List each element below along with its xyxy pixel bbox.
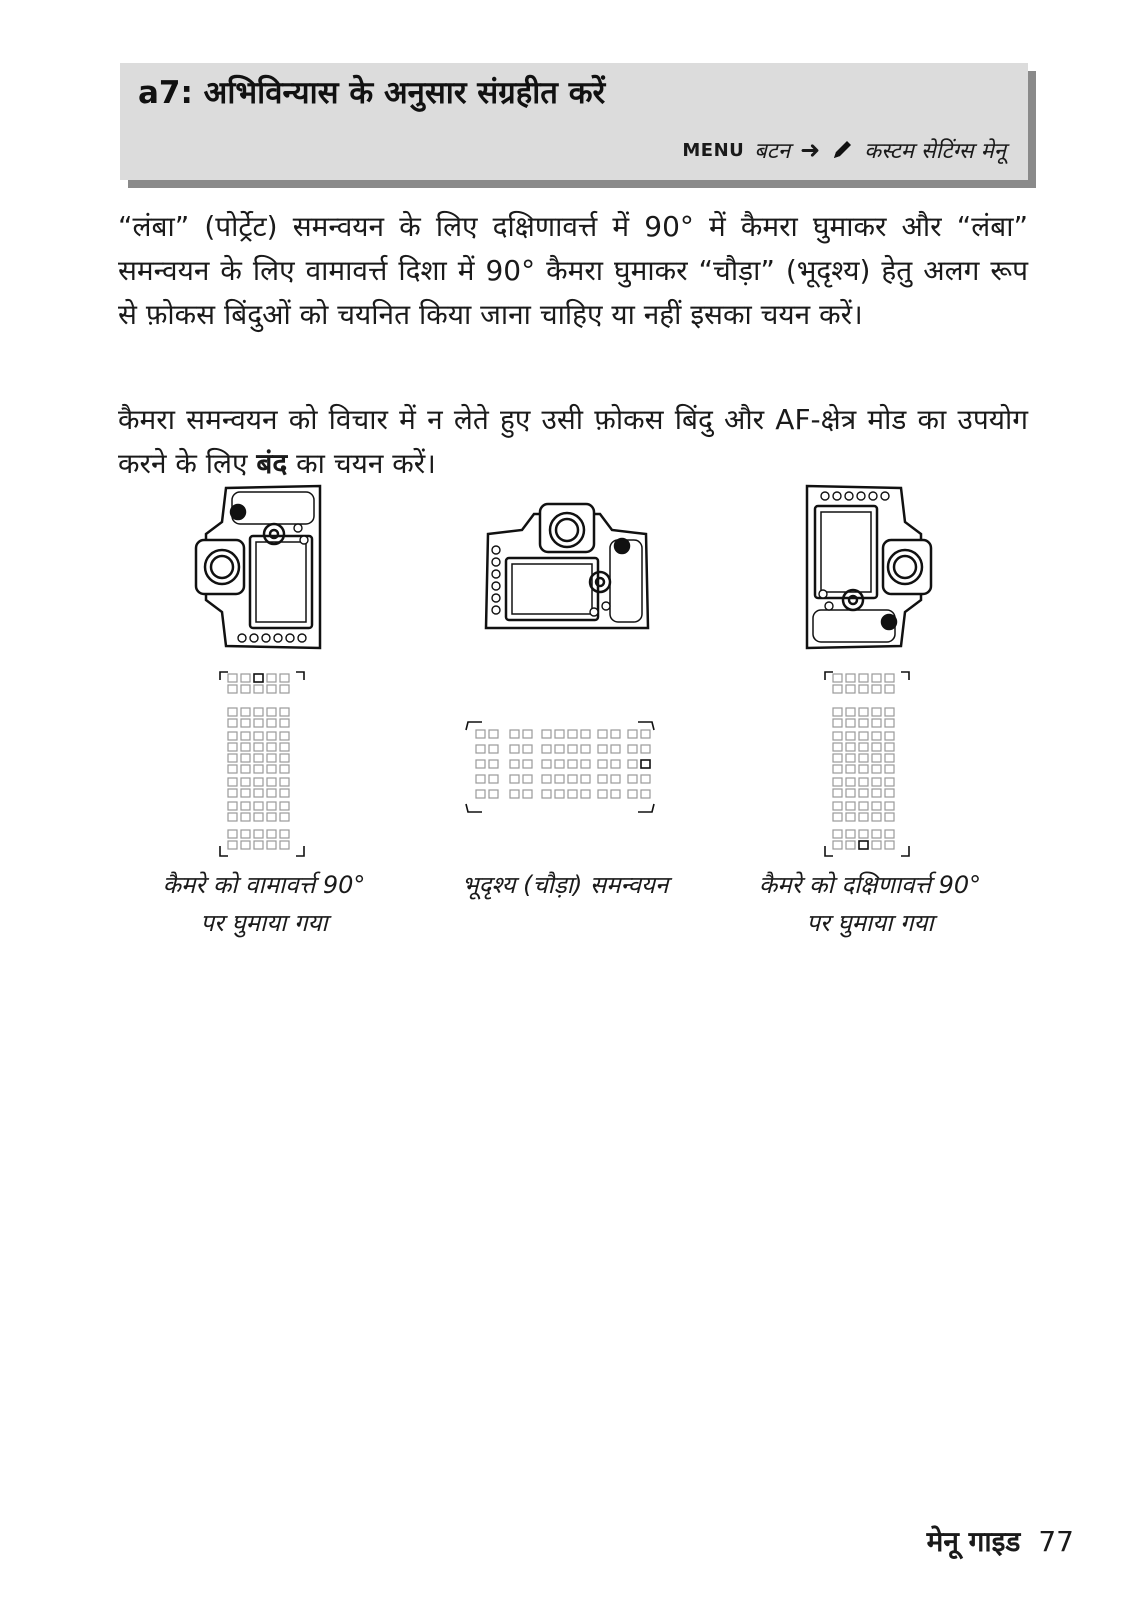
focus-point — [568, 745, 577, 753]
focus-point — [859, 708, 868, 716]
focus-point — [489, 760, 498, 768]
focus-point — [885, 841, 894, 849]
focus-point — [267, 674, 276, 682]
frame-bracket — [901, 846, 909, 856]
focus-point — [489, 745, 498, 753]
frame-bracket — [296, 846, 304, 856]
focus-point — [241, 685, 250, 693]
focus-point — [476, 760, 485, 768]
focus-point — [510, 730, 519, 738]
focus-point — [280, 708, 289, 716]
focus-point — [872, 732, 881, 740]
focus-point — [228, 732, 237, 740]
camera-rotated-left-illustration — [192, 482, 327, 652]
focus-point — [228, 789, 237, 797]
focus-point — [846, 830, 855, 838]
paragraph-2-post: का चयन करें। — [287, 447, 436, 480]
focus-point — [228, 802, 237, 810]
focus-point — [241, 841, 250, 849]
focus-point — [833, 813, 842, 821]
focus-point — [241, 708, 250, 716]
focus-point — [241, 732, 250, 740]
focus-point — [611, 775, 620, 783]
frame-bracket — [901, 672, 909, 680]
focus-point — [542, 790, 551, 798]
arrow-icon: ➜ — [800, 136, 821, 164]
focus-point — [598, 790, 607, 798]
focus-point — [267, 743, 276, 751]
focus-point — [228, 674, 237, 682]
focus-point — [872, 789, 881, 797]
focus-point — [833, 708, 842, 716]
focus-point — [476, 730, 485, 738]
focus-point — [510, 760, 519, 768]
focus-point — [859, 743, 868, 751]
focus-point — [846, 719, 855, 727]
focus-point — [280, 743, 289, 751]
focus-point — [628, 760, 637, 768]
focus-point — [598, 730, 607, 738]
focus-point — [228, 765, 237, 773]
focus-point — [885, 719, 894, 727]
focus-point — [280, 841, 289, 849]
focus-point — [846, 685, 855, 693]
focus-point — [228, 841, 237, 849]
caption-center-line1: भूदृश्य (चौड़ा) समन्वयन — [461, 871, 669, 899]
focus-point — [885, 765, 894, 773]
focus-point — [254, 802, 263, 810]
focus-point — [542, 745, 551, 753]
paragraph-1: “लंबा” (पोर्ट्रेट) समन्वयन के लिए दक्षिणावर्त्त में 90° में कैमरा घुमाकर और “लंबा” समन्वयन के लिए वामावर्त्त दिशा में 90° कैमरा घुमाकर “चौड़ा” (भूदृश्य) हेतु अलग रूप से फ़ोकस बिंदुओं को चयनित किया जाना चाहिए या नहीं इसका चयन करें। — [118, 210, 1028, 331]
paragraph-2-pre: कैमरा समन्वयन को विचार में न लेते हुए उसी फ़ोकस बिंदु और AF-क्षेत्र मोड का उपयोग करने के लिए — [118, 403, 1028, 480]
focus-point — [254, 841, 263, 849]
menu-name: कस्टम सेटिंग्स मेनू — [864, 139, 1006, 164]
focus-point — [885, 708, 894, 716]
focus-point — [542, 730, 551, 738]
focus-point — [872, 830, 881, 838]
focus-point — [611, 745, 620, 753]
focus-point — [542, 775, 551, 783]
focus-point — [872, 754, 881, 762]
caption-right — [722, 866, 1018, 942]
focus-point — [523, 760, 532, 768]
focus-point — [254, 754, 263, 762]
frame-bracket — [220, 672, 228, 680]
focus-point — [568, 775, 577, 783]
focus-point — [872, 813, 881, 821]
focus-point — [859, 802, 868, 810]
focus-point — [542, 760, 551, 768]
paragraph-2 — [118, 398, 1028, 486]
focus-point — [885, 685, 894, 693]
focus-point — [489, 730, 498, 738]
focus-point — [568, 760, 577, 768]
focus-point — [241, 802, 250, 810]
focus-point — [241, 789, 250, 797]
focus-point — [581, 775, 590, 783]
page-title: a7: अभिविन्यास के अनुसार संग्रहीत करें — [138, 75, 606, 111]
caption-left-line1: कैमरे को वामावर्त्त 90° — [162, 871, 366, 899]
selected-focus-point — [859, 841, 868, 849]
focus-point — [267, 732, 276, 740]
focus-point — [872, 719, 881, 727]
focus-point — [859, 754, 868, 762]
focus-point — [872, 743, 881, 751]
focus-point — [859, 732, 868, 740]
focus-point — [241, 765, 250, 773]
focus-point — [641, 775, 650, 783]
focus-point — [833, 719, 842, 727]
focus-point — [254, 778, 263, 786]
frame-bracket — [825, 846, 833, 856]
focus-point — [885, 732, 894, 740]
focus-point — [241, 719, 250, 727]
focus-point — [872, 685, 881, 693]
focus-point — [581, 730, 590, 738]
caption-right-line1: कैमरे को दक्षिणावर्त्त 90° — [758, 871, 982, 899]
focus-point — [254, 789, 263, 797]
focus-point — [241, 778, 250, 786]
focus-point — [228, 754, 237, 762]
focus-point — [641, 730, 650, 738]
focus-point — [280, 685, 289, 693]
caption-right-line2: पर घुमाया गया — [806, 909, 934, 937]
focus-point — [555, 775, 564, 783]
focus-point — [859, 789, 868, 797]
focus-point — [628, 775, 637, 783]
focus-point — [885, 830, 894, 838]
frame-bracket — [638, 722, 654, 730]
focus-point — [859, 674, 868, 682]
focus-point — [267, 830, 276, 838]
frame-bracket — [466, 722, 482, 730]
focus-point — [228, 830, 237, 838]
caption-left — [124, 866, 404, 942]
focus-point — [859, 813, 868, 821]
focus-point — [581, 745, 590, 753]
focus-point — [510, 775, 519, 783]
focus-point — [267, 789, 276, 797]
focus-point — [523, 730, 532, 738]
focus-point — [489, 775, 498, 783]
focus-point — [641, 790, 650, 798]
focus-point — [568, 790, 577, 798]
focus-point — [254, 743, 263, 751]
focus-point — [267, 754, 276, 762]
focus-point — [872, 674, 881, 682]
focus-point — [523, 775, 532, 783]
focus-point — [846, 813, 855, 821]
focus-point — [846, 674, 855, 682]
focus-point — [280, 754, 289, 762]
focus-point — [846, 778, 855, 786]
focus-point — [846, 789, 855, 797]
focus-point — [611, 790, 620, 798]
focus-point — [885, 674, 894, 682]
focus-point — [267, 685, 276, 693]
focus-point — [885, 802, 894, 810]
focus-point — [872, 841, 881, 849]
focus-point — [280, 830, 289, 838]
focus-point — [267, 708, 276, 716]
frame-bracket — [825, 672, 833, 680]
focus-point — [846, 802, 855, 810]
focus-point — [885, 778, 894, 786]
focus-point — [859, 719, 868, 727]
caption-left-line2: पर घुमाया गया — [200, 909, 328, 937]
focus-point — [611, 760, 620, 768]
focus-grid-landscape — [462, 718, 658, 818]
focus-point — [280, 778, 289, 786]
focus-point — [581, 790, 590, 798]
frame-bracket — [466, 804, 482, 812]
focus-point — [833, 754, 842, 762]
caption-center — [420, 866, 710, 904]
frame-bracket — [296, 672, 304, 680]
focus-point — [280, 719, 289, 727]
focus-point — [885, 743, 894, 751]
focus-point — [228, 708, 237, 716]
focus-point — [598, 775, 607, 783]
focus-point — [241, 830, 250, 838]
focus-point — [476, 775, 485, 783]
menu-key-label: MENU — [682, 139, 745, 161]
focus-point — [628, 745, 637, 753]
focus-point — [555, 730, 564, 738]
page-number: 77 — [1038, 1525, 1074, 1558]
focus-point — [555, 790, 564, 798]
focus-point — [846, 708, 855, 716]
focus-grid-portrait-right — [817, 668, 917, 864]
focus-point — [254, 765, 263, 773]
focus-point — [872, 708, 881, 716]
focus-point — [859, 685, 868, 693]
frame-bracket — [638, 804, 654, 812]
focus-point — [489, 790, 498, 798]
focus-point — [280, 789, 289, 797]
focus-point — [254, 708, 263, 716]
focus-point — [254, 732, 263, 740]
focus-point — [833, 685, 842, 693]
focus-point — [523, 790, 532, 798]
focus-point — [859, 830, 868, 838]
focus-point — [476, 745, 485, 753]
focus-point — [846, 754, 855, 762]
focus-point — [833, 802, 842, 810]
button-text: बटन — [754, 139, 791, 164]
focus-point — [267, 719, 276, 727]
focus-point — [555, 745, 564, 753]
focus-point — [885, 813, 894, 821]
frame-bracket — [220, 846, 228, 856]
selected-focus-point — [641, 760, 650, 768]
focus-point — [641, 745, 650, 753]
focus-point — [254, 719, 263, 727]
focus-point — [280, 802, 289, 810]
pencil-icon — [830, 138, 854, 162]
focus-point — [846, 841, 855, 849]
focus-point — [833, 841, 842, 849]
focus-point — [228, 719, 237, 727]
focus-point — [611, 730, 620, 738]
focus-point — [280, 732, 289, 740]
focus-point — [267, 841, 276, 849]
focus-point — [254, 685, 263, 693]
focus-point — [581, 760, 590, 768]
focus-point — [859, 765, 868, 773]
focus-point — [846, 743, 855, 751]
camera-landscape-illustration — [482, 500, 652, 635]
focus-point — [254, 830, 263, 838]
focus-point — [267, 802, 276, 810]
focus-point — [628, 790, 637, 798]
focus-point — [885, 754, 894, 762]
focus-point — [280, 813, 289, 821]
focus-point — [267, 813, 276, 821]
focus-point — [885, 789, 894, 797]
focus-point — [228, 813, 237, 821]
focus-point — [241, 674, 250, 682]
focus-point — [846, 732, 855, 740]
focus-point — [846, 765, 855, 773]
focus-point — [476, 790, 485, 798]
focus-point — [510, 745, 519, 753]
focus-point — [833, 765, 842, 773]
focus-point — [228, 685, 237, 693]
header-box — [120, 63, 1028, 180]
focus-point — [872, 765, 881, 773]
focus-point — [568, 730, 577, 738]
page-footer — [927, 1522, 1074, 1560]
focus-point — [280, 674, 289, 682]
off-option-label: बंद — [256, 447, 288, 480]
focus-point — [833, 732, 842, 740]
focus-point — [510, 790, 519, 798]
focus-point — [241, 754, 250, 762]
focus-point — [228, 778, 237, 786]
focus-point — [280, 765, 289, 773]
focus-point — [555, 760, 564, 768]
focus-point — [241, 743, 250, 751]
focus-point — [523, 745, 532, 753]
focus-point — [859, 778, 868, 786]
focus-point — [598, 760, 607, 768]
focus-point — [833, 674, 842, 682]
focus-grid-portrait-left — [212, 668, 312, 864]
focus-point — [267, 765, 276, 773]
focus-point — [241, 813, 250, 821]
focus-point — [833, 789, 842, 797]
focus-point — [872, 802, 881, 810]
focus-point — [228, 743, 237, 751]
focus-point — [254, 813, 263, 821]
footer-section: मेनू गाइड — [926, 1525, 1021, 1558]
selected-focus-point — [254, 674, 263, 682]
focus-point — [872, 778, 881, 786]
focus-point — [833, 778, 842, 786]
focus-point — [833, 830, 842, 838]
focus-point — [267, 778, 276, 786]
camera-rotated-right-illustration — [800, 482, 935, 652]
focus-point — [598, 745, 607, 753]
menu-path — [682, 135, 1006, 165]
focus-point — [628, 730, 637, 738]
focus-point — [833, 743, 842, 751]
